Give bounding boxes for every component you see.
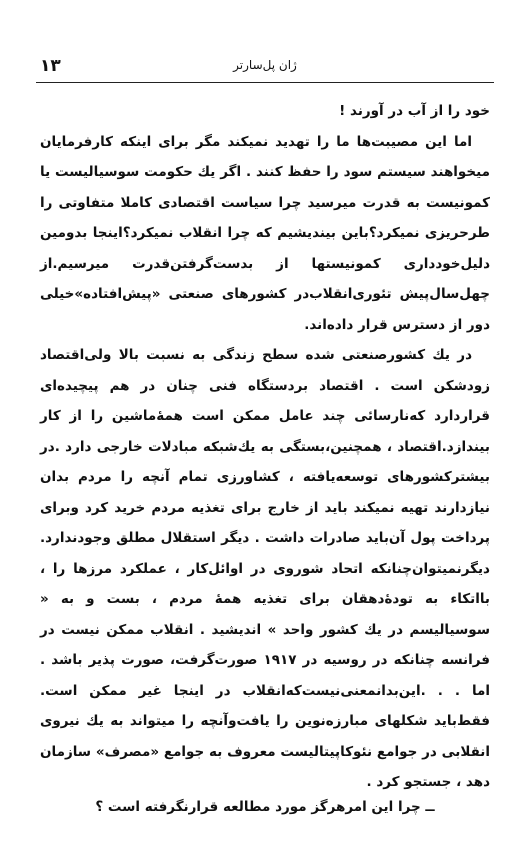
closing-question: ــ چرا این امرهرگز مورد مطالعه قرارنگرفته است ؟ xyxy=(95,799,435,815)
paragraph-3: در یك کشورصنعتی شده سطح زندگی به نسبت بالا ولی‌اقتصاد زودشکن است . اقتصاد بردستگاه فنی چنان در هم پیچیده‌ای قراردارد که‌نارسائی چند عامل ممکن است همه‌ٔ‌ماشین را از کار بیندازد.اقتصاد ، همچنین،بستگی به یك‌شبکه مبادلات خارجی دارد .در بیشترکشورهای توسعه‌یافته ، کشاورزی تمام آنچه را مردم بدان نیازدارند تهیه نمیکند باید از خارج برای تغذیه مردم خرید کرد وبرای پرداخت پول آن‌باید صادرات داشت . دیگر استقلال مطلق وجودندارد. دیگرنمیتوان‌چنانکه اتحاد شوروی در اوائل‌کار ، عملکرد مرزها را ، بااتکاء به تودهٔ‌دهقان برای تغذیه همهٔ مردم ، بست و به « سوسیالیسم در یك کشور واحد » اندیشید . انقلاب ممکن نیست در فرانسه چنانکه در روسیه در ۱۹۱۷ صورت‌گرفت، صورت پذیر باشد . اما . . .این‌بدانمعنی‌نیست‌که‌انقلاب در اینجا غیر ممکن است. فقط‌باید شکلهای مبارزه‌نوین را یافت‌وآنچه را میتواند به یك نیروی انقلابی در جوامع نئوکاپیتالیست معروف به جوامع «مصرف» سازمان دهد ، جستجو کرد . xyxy=(40,347,490,790)
body-text xyxy=(40,96,490,798)
paragraph-1: خود را از آب در آورند ! xyxy=(339,103,490,119)
paragraph-2: اما این مصیبت‌ها ما را تهدید نمیکند مگر برای اینکه کارفرمایان میخواهند سیستم سود را حفظ کنند . اگر یك حکومت سوسیالیست یا کمونیست به قدرت میرسید چرا سیاست اقتصادی کاملا متفاوتی را طرحریزی نمیکرد؟باین بیندیشیم که چرا انقلاب نمیکرد؟اینجا بدومین دلیل‌خودداری کمونیستها از بدست‌گرفتن‌قدرت میرسیم.از چهل‌سال‌پیش تئوری‌انقلاب‌در کشورهای صنعتی «پیش‌افتاده»خیلی دور از دسترس قرار داده‌اند. xyxy=(40,133,490,333)
running-title: ژان پل‌سارتر xyxy=(233,58,297,72)
page-header xyxy=(36,50,494,84)
header-divider xyxy=(36,82,494,83)
page-number: ۱۳ xyxy=(40,56,61,76)
